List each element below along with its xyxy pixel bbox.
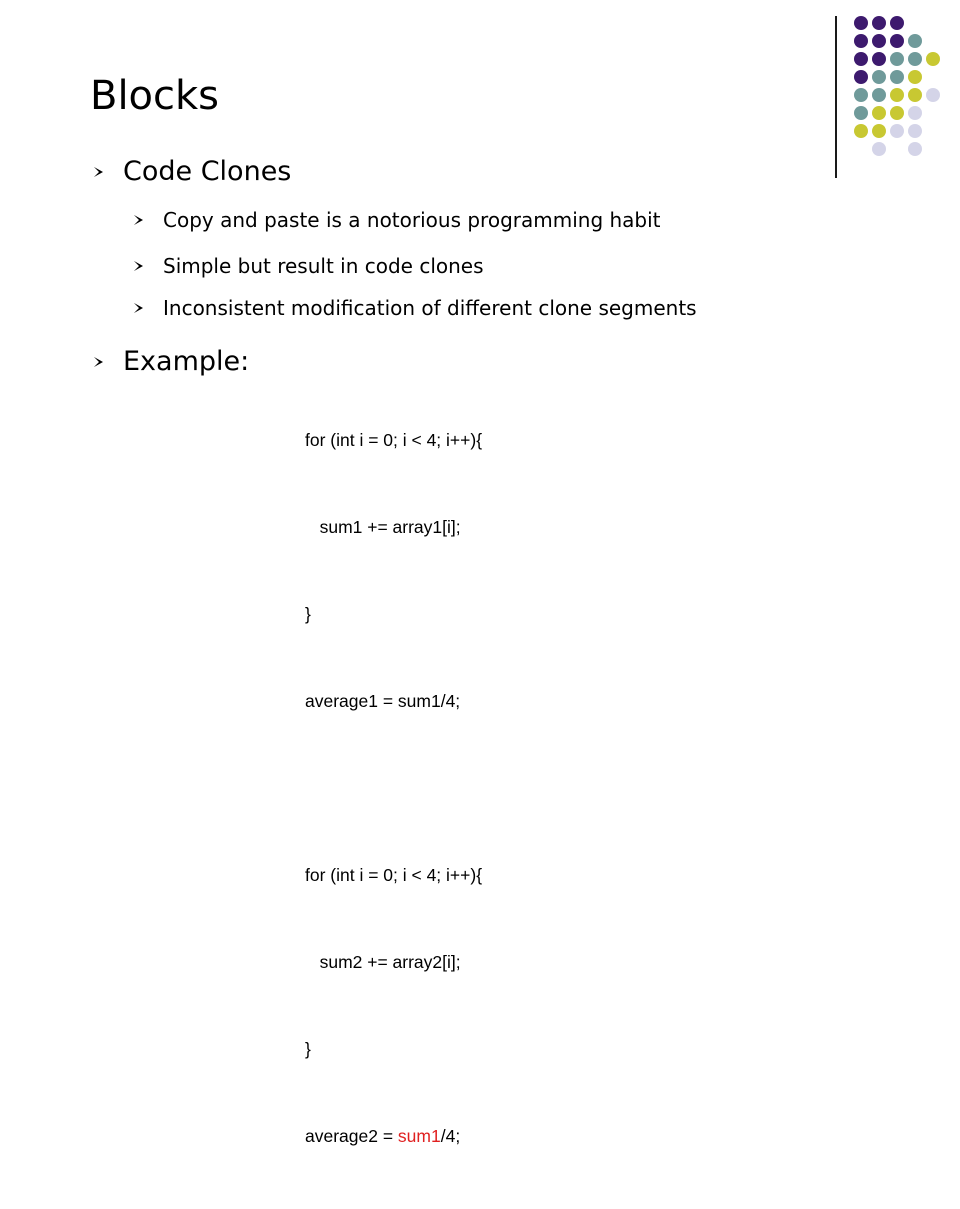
sub-bullet-text: Inconsistent modification of different clone segments [163, 296, 697, 320]
dot [854, 124, 868, 138]
dot [890, 52, 904, 66]
vertical-divider [835, 16, 837, 178]
dot [890, 16, 904, 30]
code-line: average1 = sum1/4; [305, 691, 461, 711]
bullet-text: Example: [123, 346, 250, 377]
arrow-bullet-icon [94, 357, 103, 367]
dot [908, 124, 922, 138]
sub-bullet-copy-paste [134, 208, 661, 232]
dot [890, 70, 904, 84]
code-line: } [305, 1039, 311, 1059]
dot [890, 88, 904, 102]
dot [908, 34, 922, 48]
dot [908, 70, 922, 84]
dot [872, 124, 886, 138]
dot [908, 88, 922, 102]
dot [890, 34, 904, 48]
code-line: for (int i = 0; i < 4; i++){ [305, 865, 483, 885]
dot [872, 88, 886, 102]
dot [854, 52, 868, 66]
dot [872, 16, 886, 30]
bullet-example [94, 346, 249, 377]
code-line: sum2 += array2[i]; [305, 952, 461, 972]
arrow-bullet-icon [134, 303, 143, 313]
code-line: for (int i = 0; i < 4; i++){ [305, 430, 483, 450]
code-line: sum1 += array1[i]; [305, 517, 461, 537]
dot [854, 70, 868, 84]
sub-bullet-text: Copy and paste is a notorious programming habit [163, 208, 661, 232]
code-line-blank [305, 774, 482, 803]
sub-bullet-inconsistent [134, 296, 697, 320]
dot [890, 124, 904, 138]
code-segment: /4; [440, 1126, 461, 1146]
dot [854, 16, 868, 30]
arrow-bullet-icon [134, 215, 143, 225]
bullet-text: Code Clones [123, 156, 292, 187]
dot [908, 142, 922, 156]
highlighted-error-token: sum1 [397, 1126, 441, 1146]
dot [872, 142, 886, 156]
bullet-code-clones [94, 156, 291, 187]
arrow-bullet-icon [94, 167, 103, 177]
dot [926, 52, 940, 66]
code-line-with-error [305, 1122, 482, 1151]
dot [854, 88, 868, 102]
code-example [305, 368, 482, 1209]
dot [854, 106, 868, 120]
code-segment: average2 = [305, 1126, 398, 1146]
dot [854, 34, 868, 48]
sub-bullet-simple [134, 254, 484, 278]
dot [872, 106, 886, 120]
dot [872, 52, 886, 66]
dot [908, 52, 922, 66]
dot [908, 106, 922, 120]
arrow-bullet-icon [134, 261, 143, 271]
dot [872, 70, 886, 84]
dot [872, 34, 886, 48]
dot [890, 106, 904, 120]
code-line: } [305, 604, 311, 624]
sub-bullet-text: Simple but result in code clones [163, 254, 484, 278]
dot [926, 88, 940, 102]
slide-title: Blocks [90, 73, 220, 119]
